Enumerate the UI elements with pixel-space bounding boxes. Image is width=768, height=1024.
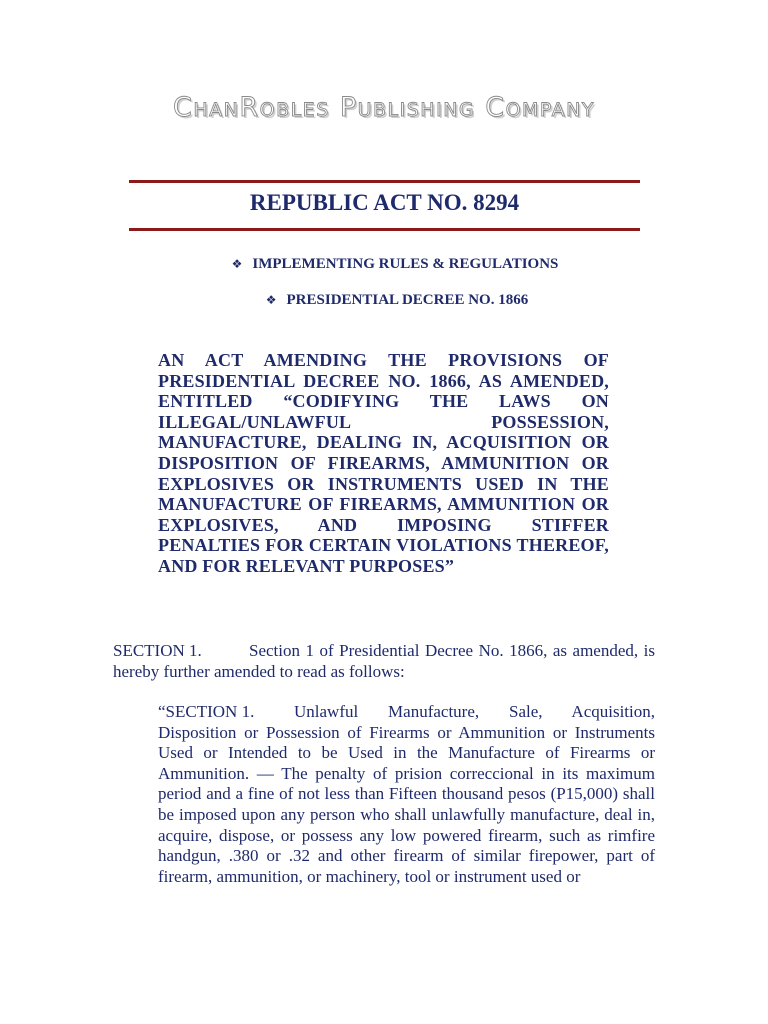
link-label: IMPLEMENTING RULES & REGULATIONS [252,256,559,272]
publisher-logo-text: ChanRobles Publishing Company [173,92,595,123]
diamond-bullet-icon: ❖ [265,293,277,307]
document-title: REPUBLIC ACT NO. 8294 [249,190,520,215]
section-1-paragraph [113,641,655,682]
section-label: SECTION 1. [113,641,202,660]
link-presidential-decree[interactable] [12,292,768,309]
quoted-section-1 [158,702,655,887]
title-rule-top [129,180,640,183]
diamond-bullet-icon: ❖ [231,257,243,271]
link-label: PRESIDENTIAL DECREE NO. 1866 [286,292,529,308]
link-implementing-rules[interactable] [0,256,768,273]
quoted-section-label: “SECTION 1. [158,702,255,721]
title-rule-bottom [129,228,640,231]
act-long-title: AN ACT AMENDING THE PROVISIONS OF PRESIDENTIAL DECREE NO. 1866, AS AMENDED, ENTITLED “CODIFYING THE LAWS ON ILLEGAL/UNLAWFUL POSSESSION, MANUFACTURE, DEALING IN, ACQUISITION OR DISPOSITION OF FIREARMS, AMMUNITION OR EXPLOSIVES OR INSTRUMENTS USED IN THE MANUFACTURE OF FIREARMS, AMMUNITION OR EXPLOSIVES, AND IMPOSING STIFFER PENALTIES FOR CERTAIN VIOLATIONS THEREOF, AND FOR RELEVANT PURPOSES” [158,350,609,576]
quoted-section-text: Unlawful Manufacture, Sale, Acquisition, Disposition or Possession of Firearms or Ammunition or Instruments Used or Intended to be Used in the Manufacture of Firearms or Ammunition. — The penalty of prision correccional in its maximum period and a fine of not less than Fifteen thousand pesos (P15,000) shall be imposed upon any person who shall unlawfully manufacture, deal in, acquire, dispose, or possess any low powered firearm, such as rimfire handgun, .380 or .32 and other firearm of similar firepower, part of firearm, ammunition, or machinery, tool or instrument used or [158,702,655,886]
section-text: Section 1 of Presidential Decree No. 1866, as amended, is hereby further amended to read as follows: [113,641,655,681]
